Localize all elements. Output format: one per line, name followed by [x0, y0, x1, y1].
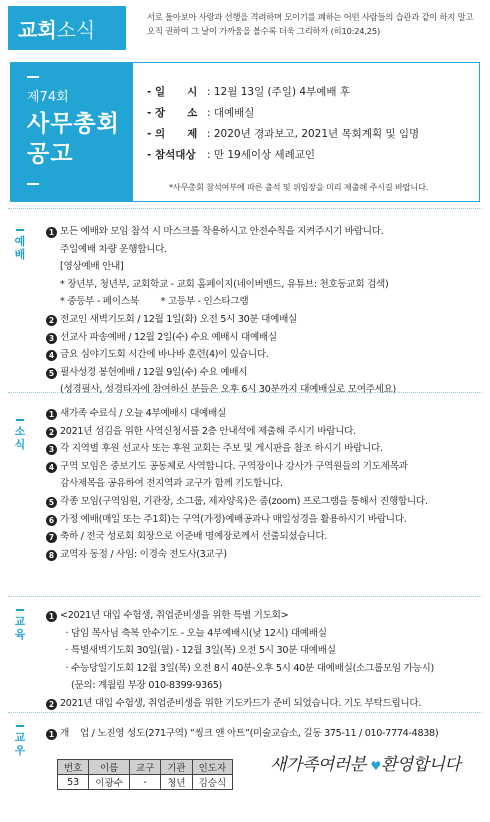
section-label-char: 식 — [14, 438, 26, 451]
list-item — [46, 725, 438, 743]
list-item — [46, 276, 396, 294]
heart-icon: ♥ — [370, 759, 381, 773]
section-label-char: 예 — [14, 235, 26, 248]
item-text: · 특별새벽기도회 30일(월) - 12월 3일(목) 오전 5시 30분 대예배실 — [60, 645, 336, 657]
section-label-char: 교 — [14, 731, 26, 744]
item-number-badge: 6 — [46, 515, 57, 526]
item-number-badge: 2 — [46, 427, 57, 438]
item-text: 2021년 섬김을 위한 사역신청서를 2층 안내석에 제출해 주시기 바랍니다. — [60, 425, 356, 437]
item-text: · 수능당일기도회 12월 3일(목) 오전 8시 40분-오후 5시 40분 대예배실(소그룹모임 가능시) — [60, 662, 434, 674]
list-item — [46, 546, 428, 564]
item-number-badge: 4 — [46, 462, 57, 473]
list-item — [46, 405, 428, 423]
item-text: 금요 심야기도회 시간에 바나바 훈련(4)이 있습니다. — [60, 349, 269, 361]
meeting-row-value: : 12월 13일 (주일) 4부예배 후 — [207, 86, 350, 98]
item-number-badge: 4 — [46, 350, 57, 361]
list-item — [46, 475, 428, 493]
label-dash — [16, 609, 24, 611]
table-row — [58, 775, 233, 790]
section-label — [13, 419, 27, 451]
section-label-char: 우 — [14, 744, 26, 757]
meeting-row-key: - 의 제 — [147, 128, 198, 140]
item-text: [영상예배 안내] — [60, 261, 124, 273]
section-lines — [46, 223, 396, 399]
item-text: 주일예배 차량 운행합니다. — [60, 243, 167, 255]
list-item — [46, 695, 434, 713]
section-label — [13, 725, 27, 757]
meeting-row-value: : 만 19세이상 세례교인 — [207, 149, 316, 161]
item-number-badge: 8 — [46, 550, 57, 561]
list-item — [46, 311, 396, 329]
worship-section — [8, 208, 482, 396]
item-text: (문의: 계월림 부장 010-8399-9365) — [60, 680, 223, 692]
item-text: 구역 모임은 중보기도 공동체로 사역합니다. 구역장이나 강사가 구역원들의 기도제목과 — [60, 460, 408, 472]
item-number-badge: 1 — [46, 409, 57, 420]
item-text: 2021년 대입 수험생, 취업준비생을 위한 기도카드가 준비 되었습니다. 기도 부탁드립니다. — [60, 697, 422, 709]
education-section — [8, 596, 482, 709]
list-item — [46, 607, 434, 625]
meeting-details — [147, 81, 419, 165]
section-label-char: 교 — [14, 615, 26, 628]
table-cell: 이광수 — [89, 775, 130, 790]
item-text: 감사제목을 공유하여 전지역과 교구가 함께 기도합니다. — [60, 478, 283, 490]
list-item — [46, 528, 428, 546]
meeting-row — [147, 81, 419, 102]
item-text: 개 업 / 노진영 성도(271구역) “씽크 앤 아트”(미술교습소, 길동 375-11 / 010-7774-4838) — [60, 728, 439, 739]
item-text: * 장년부, 청년부, 교회학교 - 교회 홈페이지(네이버밴드, 유튜브: 천호동교회 검색) — [60, 278, 389, 290]
item-number-badge: 1 — [46, 611, 57, 622]
item-text: 선교사 파송예배 / 12월 2일(수) 수요 예배시 대예배실 — [60, 331, 277, 343]
list-item — [46, 677, 434, 695]
item-text: 가정 예배(매일 또는 주1회)는 구역(가정)예배공과나 매일성경을 활용하시기 바랍니다. — [60, 513, 407, 525]
welcome-signature — [270, 750, 460, 775]
table-cell: - — [129, 775, 160, 790]
fellowship-section — [8, 712, 482, 757]
table-header-cell: 인도자 — [192, 760, 233, 775]
meeting-title-line2: 공고 — [27, 141, 74, 167]
item-text: 각종 모임(구역임원, 기관장, 소그룹, 제자양육)은 줌(zoom) 프로그램을 통해서 진행합니다. — [60, 495, 428, 507]
section-tag-light: 소식 — [56, 17, 96, 42]
item-text: · 담임 목사님 축복 안수기도 - 오늘 4부예배시(낮 12시) 대예배실 — [60, 627, 327, 639]
list-item — [46, 241, 396, 259]
item-number-badge: 5 — [46, 368, 57, 379]
list-item — [46, 511, 428, 529]
meeting-row-key: - 일 시 — [147, 86, 198, 98]
table-header-cell: 번호 — [58, 760, 89, 775]
item-number-badge: 5 — [46, 497, 57, 508]
news-section — [8, 392, 482, 560]
divider — [27, 183, 39, 185]
new-members-table — [57, 759, 233, 790]
label-dash — [16, 229, 24, 231]
section-label-char: 소 — [14, 425, 26, 438]
list-item — [46, 223, 396, 241]
meeting-row-value: : 대예배실 — [207, 107, 255, 119]
meeting-number: 제74회 — [27, 90, 69, 105]
meeting-notice — [10, 62, 480, 202]
meeting-title-line1: 사무총회 — [27, 111, 120, 137]
item-text: 교역자 동정 / 사임: 이경숙 전도사(3교구) — [60, 548, 227, 560]
signature-part1: 새가족여러분 — [270, 755, 366, 775]
meeting-title-panel — [11, 63, 133, 201]
list-item — [46, 293, 396, 311]
list-item — [46, 329, 396, 347]
item-number-badge: 2 — [46, 699, 57, 710]
list-item — [46, 458, 428, 476]
section-lines — [46, 607, 434, 713]
item-text: <2021년 대입 수험생, 취업준비생을 위한 특별 기도회> — [60, 610, 289, 621]
list-item — [46, 258, 396, 276]
meeting-row-value: : 2020년 경과보고, 2021년 목회계획 및 임명 — [207, 128, 420, 140]
header-verse: 서로 돌아보아 사랑과 선행을 격려하며 모이기를 폐하는 어떤 사람들의 습관과 같이 하지 말고 오직 권하여 그 날이 가까움을 볼수록 더욱 그리하자 (히10:24,25) — [147, 12, 474, 36]
item-number-badge: 2 — [46, 315, 57, 326]
label-dash — [16, 725, 24, 727]
item-number-badge: 3 — [46, 444, 57, 455]
section-tag-bold: 교회 — [18, 17, 57, 42]
section-tag — [8, 6, 126, 50]
item-text: 전교인 새벽기도회 / 12월 1일(화) 오전 5시 30분 대예배실 — [60, 313, 298, 325]
item-text: 필사성경 봉헌예배 / 12월 9일(수) 수요 예배시 — [60, 366, 248, 378]
table-header-cell: 기관 — [161, 760, 192, 775]
item-text: 축하 / 전국 성로회 회장으로 이준배 명예장로께서 선출되셨습니다. — [60, 531, 328, 543]
list-item — [46, 346, 396, 364]
list-item — [46, 381, 396, 399]
section-lines — [46, 405, 428, 563]
list-item — [46, 493, 428, 511]
item-number-badge: 1 — [46, 227, 57, 238]
meeting-row-key: - 장 소 — [147, 107, 198, 119]
item-number-badge: 3 — [46, 333, 57, 344]
list-item — [46, 625, 434, 643]
item-text: 새가족 수료식 / 오늘 4부예배시 대예배실 — [60, 408, 226, 419]
meeting-row — [147, 102, 419, 123]
item-text: 모든 예배와 모임 참석 시 마스크를 착용하시고 안전수칙을 지켜주시기 바랍니다. — [60, 226, 384, 237]
section-lines — [46, 725, 438, 743]
meeting-row — [147, 144, 419, 165]
table-cell: 53 — [58, 775, 89, 790]
section-label — [13, 609, 27, 641]
list-item — [46, 440, 428, 458]
list-item — [46, 642, 434, 660]
list-item — [46, 423, 428, 441]
item-text: * 중등부 - 페이스북 * 고등부 - 인스타그램 — [60, 296, 249, 308]
table-cell: 청년 — [161, 775, 192, 790]
meeting-row — [147, 123, 419, 144]
meeting-note: *사무총회 참석여부에 따른 출석 및 위임장을 미리 제출해 주시길 바랍니다. — [169, 182, 429, 192]
signature-part2: 환영합니다 — [380, 755, 461, 775]
list-item — [46, 364, 396, 382]
table-cell: 김승식 — [192, 775, 233, 790]
section-label-char: 육 — [14, 628, 26, 641]
meeting-row-key: - 참석대상 — [147, 149, 196, 161]
item-number-badge: 1 — [46, 729, 57, 740]
list-item — [46, 660, 434, 678]
item-text: (성경필사, 성경타자에 참여하신 분들은 오후 6시 30분까지 대예배실로 모여주세요) — [60, 384, 397, 396]
table-header-row — [58, 760, 233, 775]
item-text: 각 지역별 후원 선교사 또는 후원 교회는 주보 및 게시판을 참조 하시기 바랍니다. — [60, 443, 383, 455]
table-header-cell: 이름 — [89, 760, 130, 775]
section-label — [13, 229, 27, 261]
section-label-char: 배 — [14, 248, 26, 261]
divider — [27, 76, 39, 78]
label-dash — [16, 419, 24, 421]
item-number-badge: 7 — [46, 532, 57, 543]
table-header-cell: 교구 — [129, 760, 160, 775]
